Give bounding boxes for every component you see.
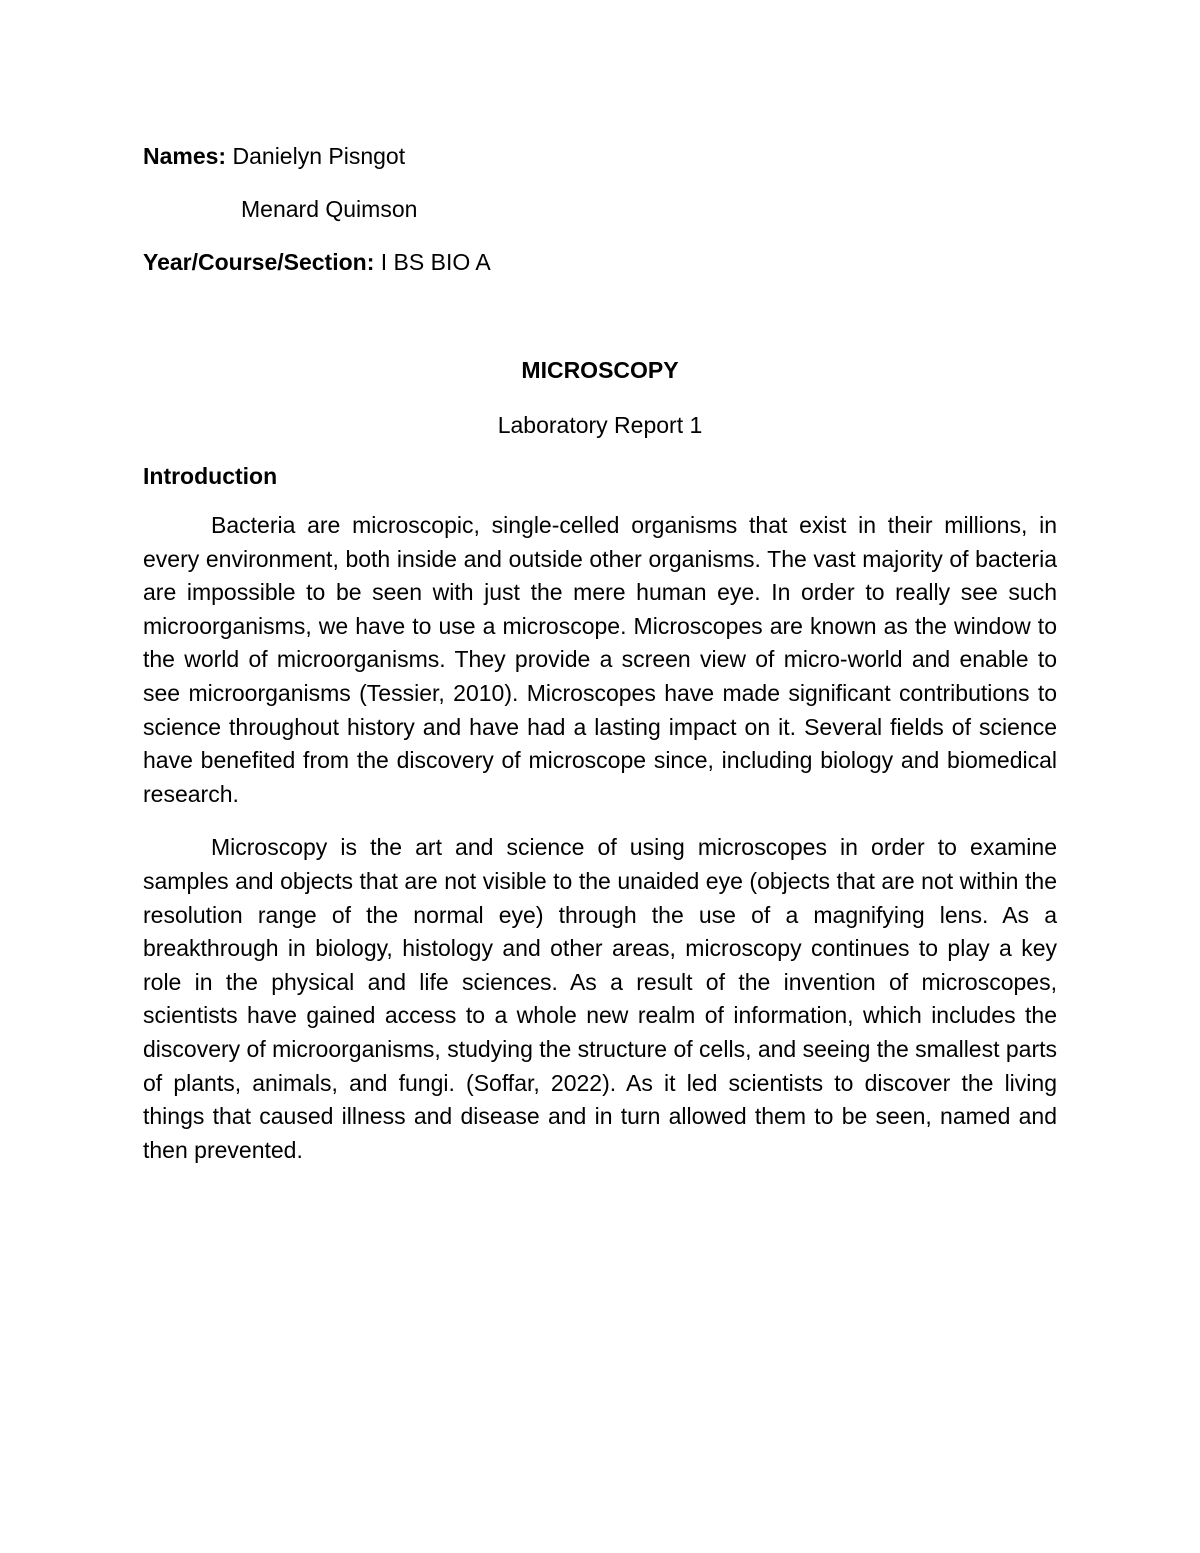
year-course-section-label: Year/Course/Section: <box>143 249 375 275</box>
section-heading-introduction: Introduction <box>143 463 278 489</box>
paragraph-1: Bacteria are microscopic, single-celled organisms that exist in their millions, in every environment, both inside and outside other organisms. The vast majority of bacteria are impossible to be seen with just the mere human eye. In order to really see such microorganisms, we have to use a microscope. Microscopes are known as the window to the world of microorganisms. They provide a screen view of micro-world and enable to see microorganisms (Tessier, 2010). Microscopes have made significant contributions to science throughout history and have had a lasting impact on it. Several fields of science have benefited from the discovery of microscope since, including biology and biomedical research. <box>143 512 1057 807</box>
document-subtitle: Laboratory Report 1 <box>497 412 703 438</box>
name-2-line <box>143 191 1057 227</box>
year-course-section-value: I BS BIO A <box>380 249 491 275</box>
name-2: Menard Quimson <box>241 196 418 222</box>
paragraph-2: Microscopy is the art and science of using microscopes in order to examine samples and objects that are not visible to the unaided eye (objects that are not within the resolution range of the normal eye) through the use of a magnifying lens. As a breakthrough in biology, histology and other areas, microscopy continues to play a key role in the physical and life sciences. As a result of the invention of microscopes, scientists have gained access to a whole new realm of information, which includes the discovery of microorganisms, studying the structure of cells, and seeing the smallest parts of plants, animals, and fungi. (Soffar, 2022). As it led scientists to discover the living things that caused illness and disease and in turn allowed them to be seen, named and then prevented. <box>143 834 1058 1163</box>
name-1: Danielyn Pisngot <box>232 143 406 169</box>
document-title: MICROSCOPY <box>521 357 679 383</box>
year-course-section-line <box>143 244 1057 280</box>
document-body <box>143 138 1057 1167</box>
names-line <box>143 138 1057 174</box>
names-label: Names: <box>143 143 227 169</box>
